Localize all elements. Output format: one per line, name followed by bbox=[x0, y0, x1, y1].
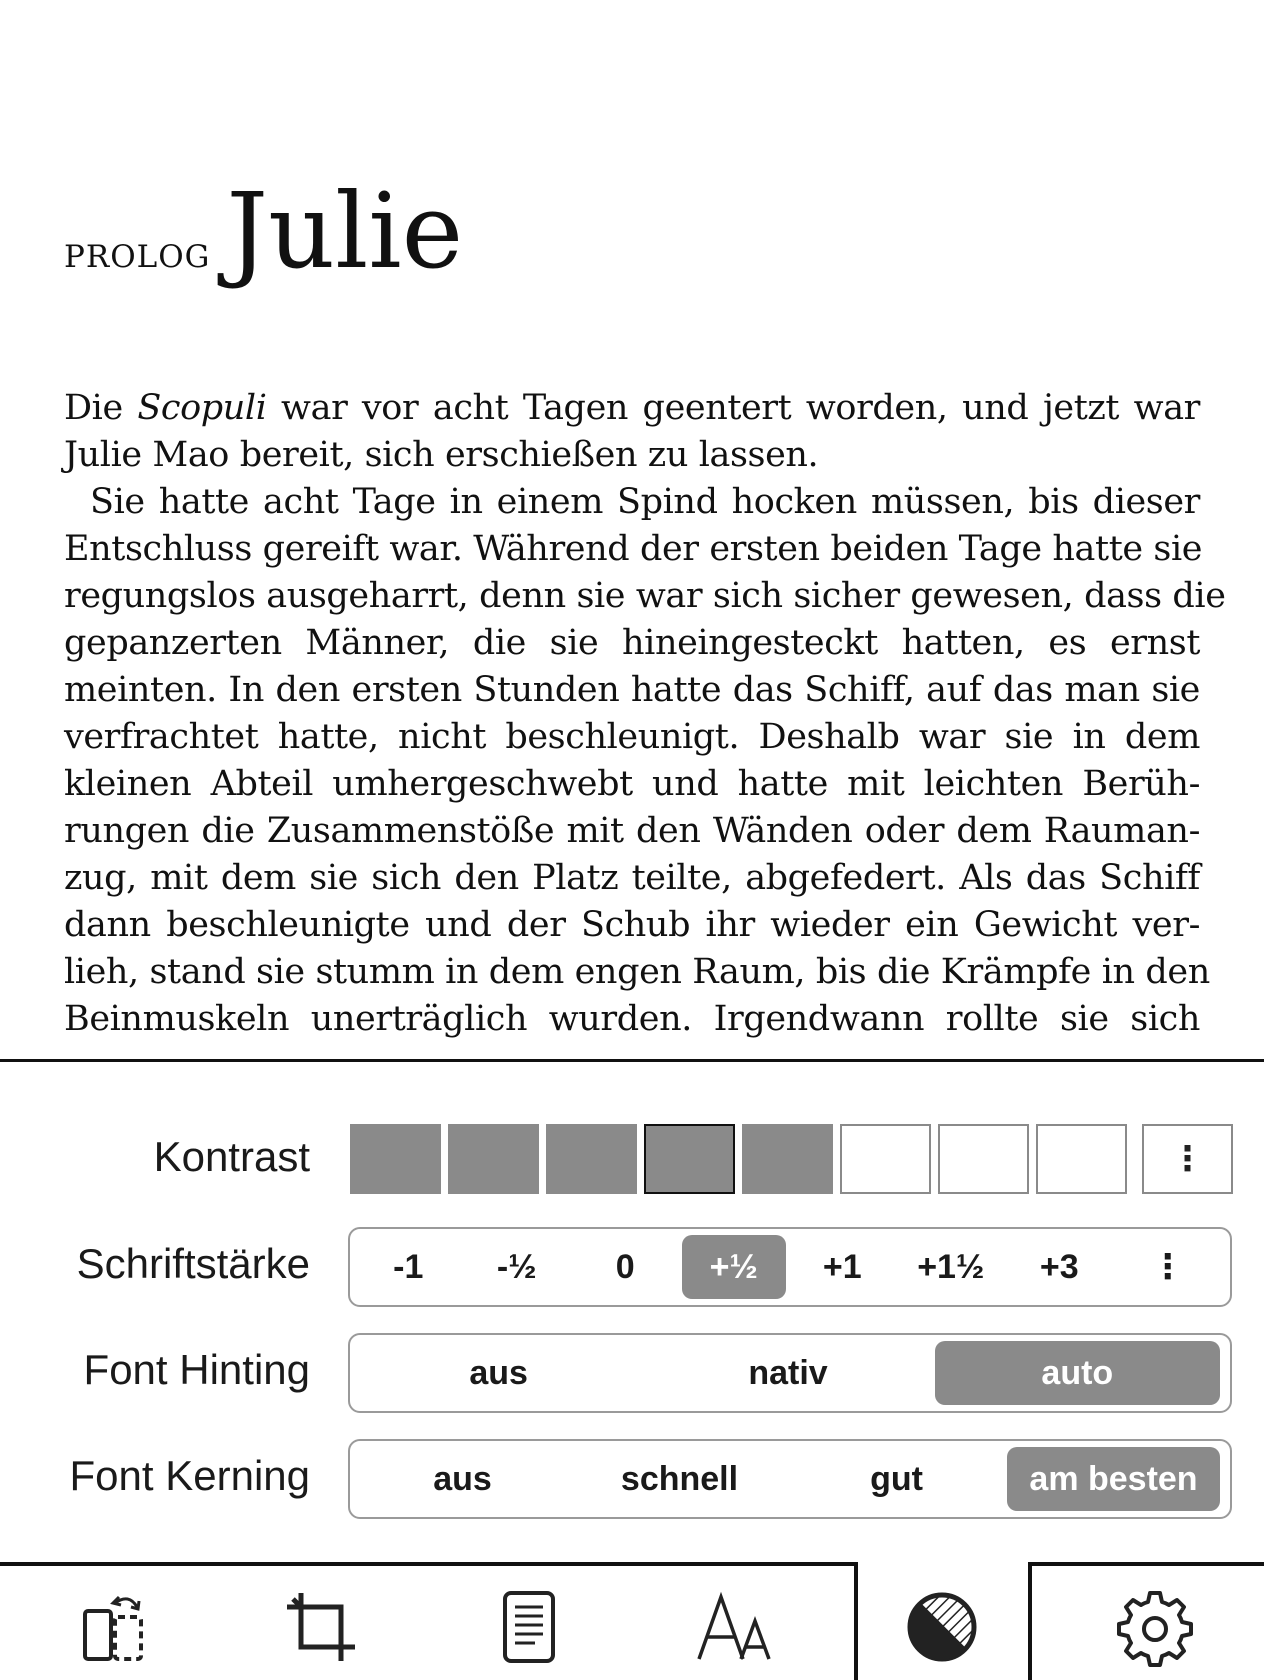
font-kerning-option[interactable]: gut bbox=[870, 1459, 923, 1498]
contrast-level-1[interactable] bbox=[350, 1124, 441, 1194]
text-segment: Beinmuskeln unerträglich wurden. Irgendwann rollte sie sich bbox=[64, 999, 1200, 1039]
contrast-level-2[interactable] bbox=[448, 1124, 539, 1194]
font-kerning-selector bbox=[348, 1439, 1232, 1519]
text-segment: Die bbox=[64, 388, 138, 428]
chapter-label: prolog bbox=[64, 227, 211, 278]
text-segment: rungen die Zusammenstöße mit den Wänden oder dem Rauman- bbox=[64, 811, 1200, 851]
contrast-more-button[interactable]: ⋮ bbox=[1142, 1124, 1233, 1194]
contrast-level-3[interactable] bbox=[546, 1124, 637, 1194]
contrast-icon bbox=[902, 1587, 982, 1667]
font-kerning-option[interactable]: aus bbox=[433, 1459, 492, 1498]
rotate-screen-icon bbox=[75, 1587, 155, 1667]
text-segment: dann beschleunigte und der Schub ihr wieder ein Gewicht ver- bbox=[64, 905, 1200, 945]
text-line bbox=[64, 620, 1200, 667]
text-segment: regungslos ausgeharrt, denn sie war sich sicher gewesen, dass die bbox=[64, 576, 1226, 616]
font-kerning-option[interactable]: schnell bbox=[620, 1459, 739, 1498]
text-line bbox=[64, 714, 1200, 761]
font-weight-option[interactable]: +3 bbox=[1039, 1247, 1079, 1286]
bottom-toolbar bbox=[0, 1562, 1264, 1680]
text-line bbox=[64, 996, 1200, 1043]
chapter-heading bbox=[64, 170, 463, 292]
contrast-level-8[interactable] bbox=[1036, 1124, 1127, 1194]
text-line bbox=[64, 573, 1226, 620]
text-line bbox=[64, 855, 1200, 902]
contrast-level-4[interactable] bbox=[644, 1124, 735, 1194]
text-line bbox=[64, 902, 1200, 949]
font-weight-label: Schriftstärke bbox=[76, 1240, 310, 1287]
crop-icon bbox=[281, 1587, 361, 1667]
settings-button[interactable] bbox=[1110, 1582, 1200, 1672]
text-line bbox=[64, 808, 1200, 855]
text-segment: zug, mit dem sie sich den Platz teilte, abgefedert. Als das Schiff bbox=[64, 858, 1200, 898]
contrast-level-5[interactable] bbox=[742, 1124, 833, 1194]
text-segment: war vor acht Tagen geentert worden, und jetzt war bbox=[266, 388, 1200, 428]
text-line bbox=[64, 761, 1200, 808]
font-hinting-option[interactable]: aus bbox=[469, 1353, 528, 1392]
font-hinting-selector bbox=[348, 1333, 1232, 1413]
text-line bbox=[64, 479, 1200, 526]
font-button[interactable] bbox=[690, 1582, 780, 1672]
font-weight-selector bbox=[348, 1227, 1232, 1307]
contrast-level-6[interactable] bbox=[840, 1124, 931, 1194]
text-line bbox=[64, 432, 1200, 479]
contrast-button[interactable] bbox=[897, 1582, 987, 1672]
text-italic: Scopuli bbox=[137, 388, 267, 428]
contrast-level-7[interactable] bbox=[938, 1124, 1029, 1194]
toolbar-top-border bbox=[0, 1562, 858, 1566]
font-weight-option[interactable]: -1 bbox=[393, 1247, 424, 1286]
text-segment: meinten. In den ersten Stunden hatte das Schiff, auf das man sie bbox=[64, 670, 1200, 710]
font-weight-option[interactable]: -½ bbox=[496, 1247, 537, 1286]
font-hinting-option[interactable]: nativ bbox=[748, 1353, 828, 1392]
font-weight-option[interactable]: +1½ bbox=[917, 1247, 985, 1286]
text-segment: verfrachtet hatte, nicht beschleunigt. Deshalb war sie in dem bbox=[64, 717, 1200, 757]
text-segment: kleinen Abteil umhergeschwebt und hatte mit leichten Berüh- bbox=[64, 764, 1200, 804]
toolbar-divider bbox=[854, 1562, 858, 1680]
font-icon bbox=[695, 1587, 775, 1667]
text-line bbox=[64, 526, 1203, 573]
text-line bbox=[64, 667, 1200, 714]
text-segment: lieh, stand sie stumm in dem engen Raum, bis die Krämpfe in den bbox=[64, 952, 1210, 992]
font-weight-option[interactable]: +1 bbox=[822, 1247, 862, 1286]
font-hinting-option[interactable]: auto bbox=[935, 1341, 1220, 1405]
text-line bbox=[64, 949, 1210, 996]
body-text bbox=[64, 385, 1226, 1043]
font-weight-more-button[interactable]: ⋮ bbox=[1150, 1248, 1185, 1286]
page-layout-button[interactable] bbox=[484, 1582, 574, 1672]
font-kerning-option[interactable]: am besten bbox=[1007, 1447, 1220, 1511]
chapter-title: Julie bbox=[226, 170, 464, 292]
toolbar-top-border bbox=[1028, 1562, 1264, 1566]
font-kerning-label: Font Kerning bbox=[69, 1452, 310, 1499]
font-weight-option[interactable]: 0 bbox=[615, 1247, 635, 1286]
text-segment: Entschluss gereift war. Während der ersten beiden Tage hatte sie bbox=[64, 529, 1203, 569]
document-icon bbox=[489, 1587, 569, 1667]
text-line bbox=[64, 385, 1200, 432]
font-hinting-label: Font Hinting bbox=[83, 1346, 310, 1393]
font-weight-option[interactable]: +½ bbox=[682, 1235, 787, 1299]
text-segment: gepanzerten Männer, die sie hineingesteckt hatten, es ernst bbox=[64, 623, 1200, 663]
toolbar-divider bbox=[1028, 1562, 1032, 1680]
rotate-screen-button[interactable] bbox=[70, 1582, 160, 1672]
crop-button[interactable] bbox=[276, 1582, 366, 1672]
text-segment: Julie Mao bereit, sich erschießen zu lassen. bbox=[64, 435, 819, 475]
contrast-label: Kontrast bbox=[153, 1133, 310, 1180]
settings-gear-icon bbox=[1115, 1587, 1195, 1667]
text-segment: Sie hatte acht Tage in einem Spind hocken müssen, bis dieser bbox=[90, 482, 1200, 522]
